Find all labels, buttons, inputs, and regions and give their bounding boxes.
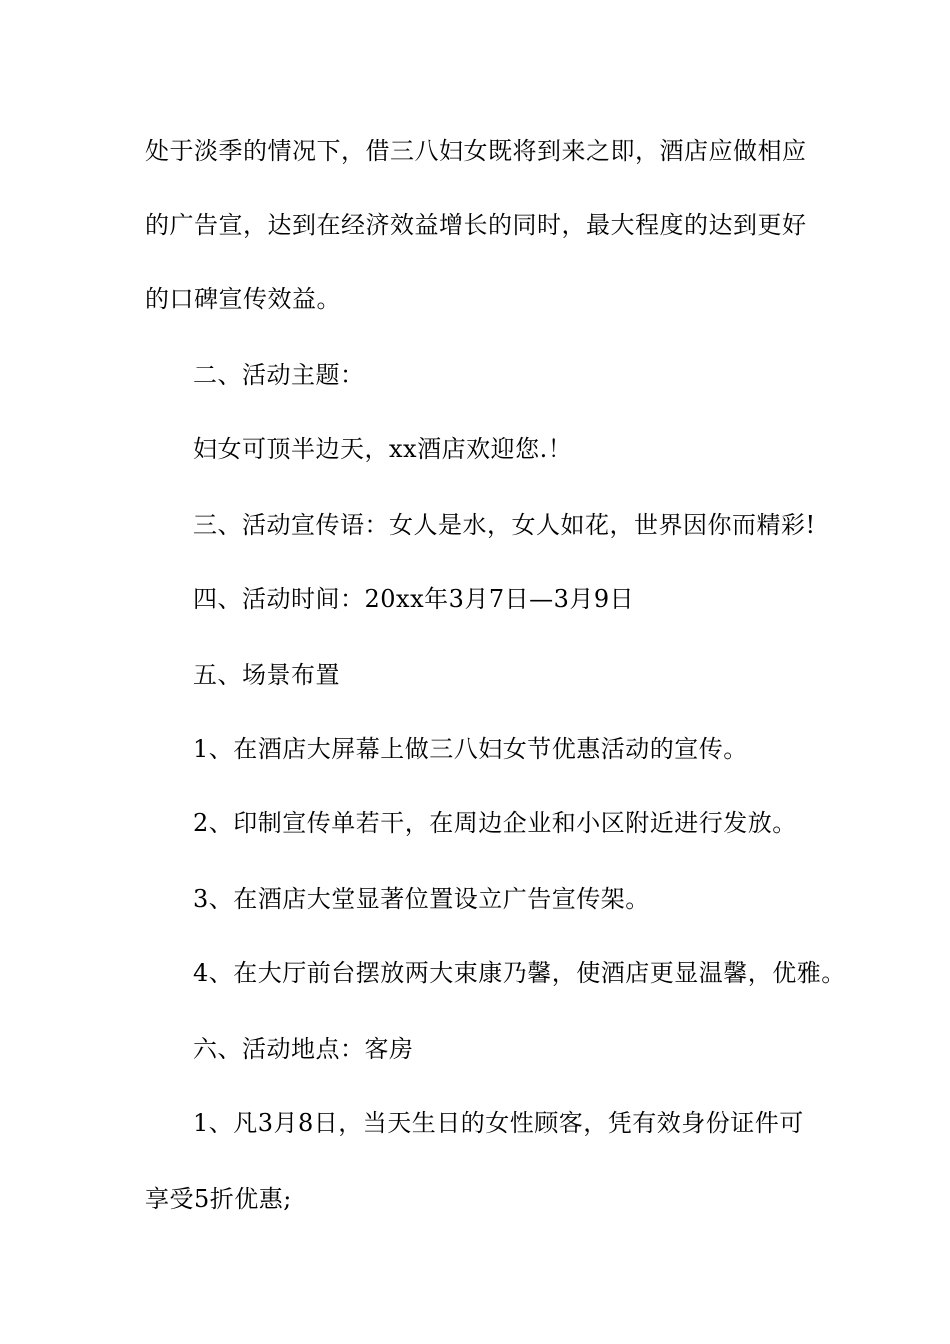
paragraph-line: 的广告宣，达到在经济效益增长的同时，最大程度的达到更好 bbox=[145, 211, 807, 239]
list-item: 2、印制宣传单若干，在周边企业和小区附近进行发放。 bbox=[193, 809, 797, 837]
list-item: 1、在酒店大屏幕上做三八妇女节优惠活动的宣传。 bbox=[193, 735, 748, 763]
section-heading-slogan: 三、活动宣传语：女人是水，女人如花，世界因你而精彩! bbox=[193, 511, 816, 539]
paragraph-line: 享受5折优惠; bbox=[145, 1185, 292, 1213]
paragraph-line: 的口碑宣传效益。 bbox=[145, 285, 341, 313]
section-heading-setup: 五、场景布置 bbox=[193, 661, 340, 689]
section-heading-location: 六、活动地点：客房 bbox=[193, 1035, 414, 1063]
list-item: 3、在酒店大堂显著位置设立广告宣传架。 bbox=[193, 885, 650, 913]
section-heading-theme: 二、活动主题： bbox=[193, 361, 365, 389]
section-heading-time: 四、活动时间：20xx年3月7日—3月9日 bbox=[193, 585, 635, 613]
paragraph-line: 妇女可顶半边天，xx酒店欢迎您.！ bbox=[193, 435, 573, 463]
list-item: 4、在大厅前台摆放两大束康乃馨，使酒店更显温馨，优雅。 bbox=[193, 959, 846, 987]
paragraph-line: 处于淡季的情况下，借三八妇女既将到来之即，酒店应做相应 bbox=[145, 137, 807, 165]
list-item: 1、凡3月8日，当天生日的女性顾客，凭有效身份证件可 bbox=[193, 1109, 804, 1137]
